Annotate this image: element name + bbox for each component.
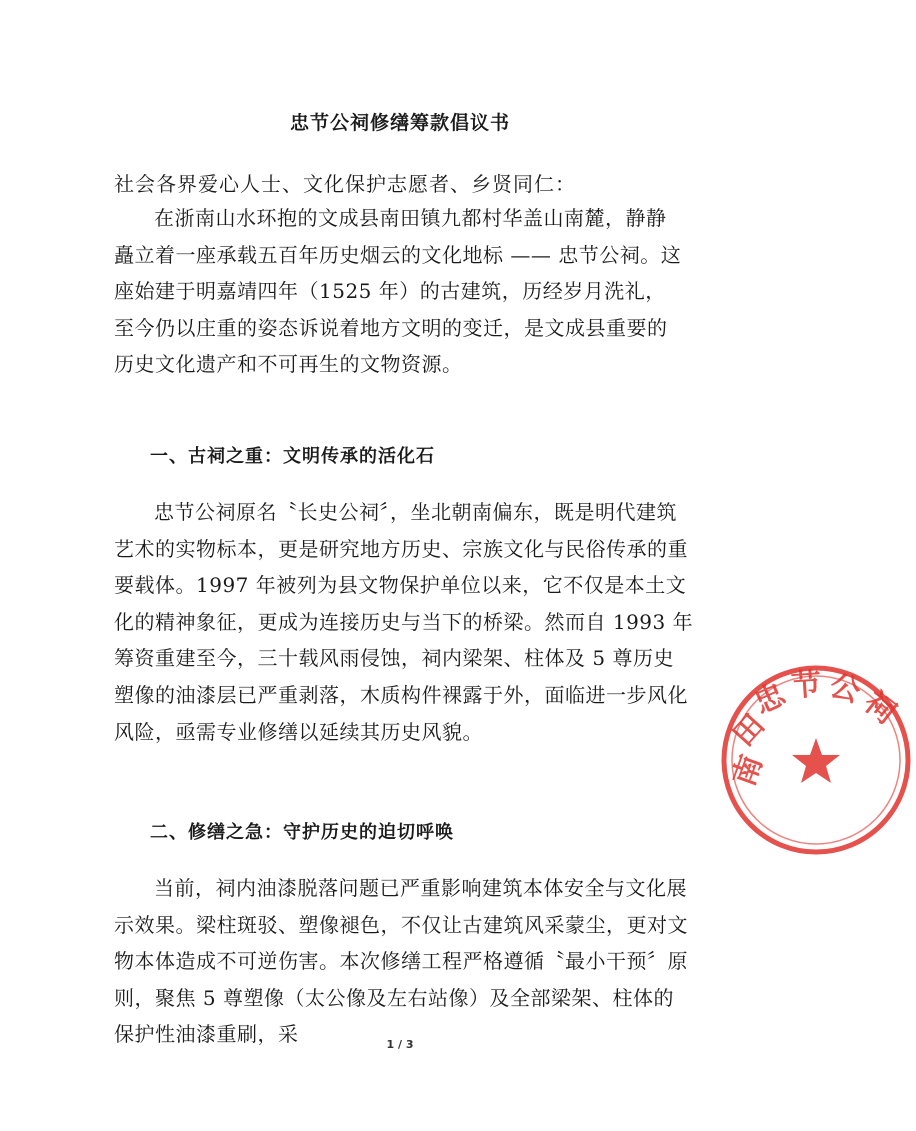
section-body-2: 当前，祠内油漆脱落问题已严重影响建筑本体安全与文化展示效果。梁柱斑驳、塑像褪色，不仅让古建筑风采蒙尘，更对文物本体造成不可逆伤害。本次修缮工程严格遵循〝最小干预〞原则，聚焦 5 尊塑像（太公像及左右站像）及全部梁架、柱体的保护性油漆重刷，采 — [114, 876, 688, 1047]
section-body-1: 忠节公祠原名〝长史公祠〞，坐北朝南偏东，既是明代建筑艺术的实物标本，更是研究地方历史、宗族文化与民俗传承的重要载体。1997 年被列为县文物保护单位以来，它不仅是本土文化的精神象征，更成为连接历史与当下的桥梁。然而自 1993 年筹资重建至今，三十载风雨侵蚀，祠内梁架、柱体及 5 尊历史塑像的油漆层已严重剥落，木质构件裸露于外，面临进一步风化风险，亟需专业修缮以延续其历史风貌。 — [114, 500, 694, 744]
svg-text:祠: 祠 — [857, 684, 903, 731]
salutation: 社会各界爱心人士、文化保护志愿者、乡贤同仁： — [114, 172, 576, 196]
official-seal-stamp — [716, 660, 916, 860]
svg-text:节: 节 — [790, 666, 823, 704]
svg-text:忠: 忠 — [749, 677, 791, 722]
svg-text:南: 南 — [726, 750, 770, 791]
section-heading-2: 二、修缮之急：守护历史的迫切呼唤 — [150, 822, 454, 843]
section-heading-1: 一、古祠之重：文明传承的活化石 — [150, 446, 435, 467]
seal-star-icon — [792, 738, 840, 783]
page-title: 忠节公祠修缮筹款倡议书 — [289, 112, 510, 134]
svg-text:公: 公 — [825, 668, 865, 710]
svg-text:田: 田 — [725, 707, 773, 754]
page-number: 1 / 3 — [386, 1038, 414, 1051]
intro-paragraph: 在浙南山水环抱的文成县南田镇九都村华盖山南麓，静静矗立着一座承载五百年历史烟云的文化地标 —— 忠节公祠。这座始建于明嘉靖四年（1525 年）的古建筑，历经岁月洗礼，至今仍以庄重的姿态诉说着地方文明的变迁，是文成县重要的历史文化遗产和不可再生的文物资源。 — [114, 206, 682, 377]
